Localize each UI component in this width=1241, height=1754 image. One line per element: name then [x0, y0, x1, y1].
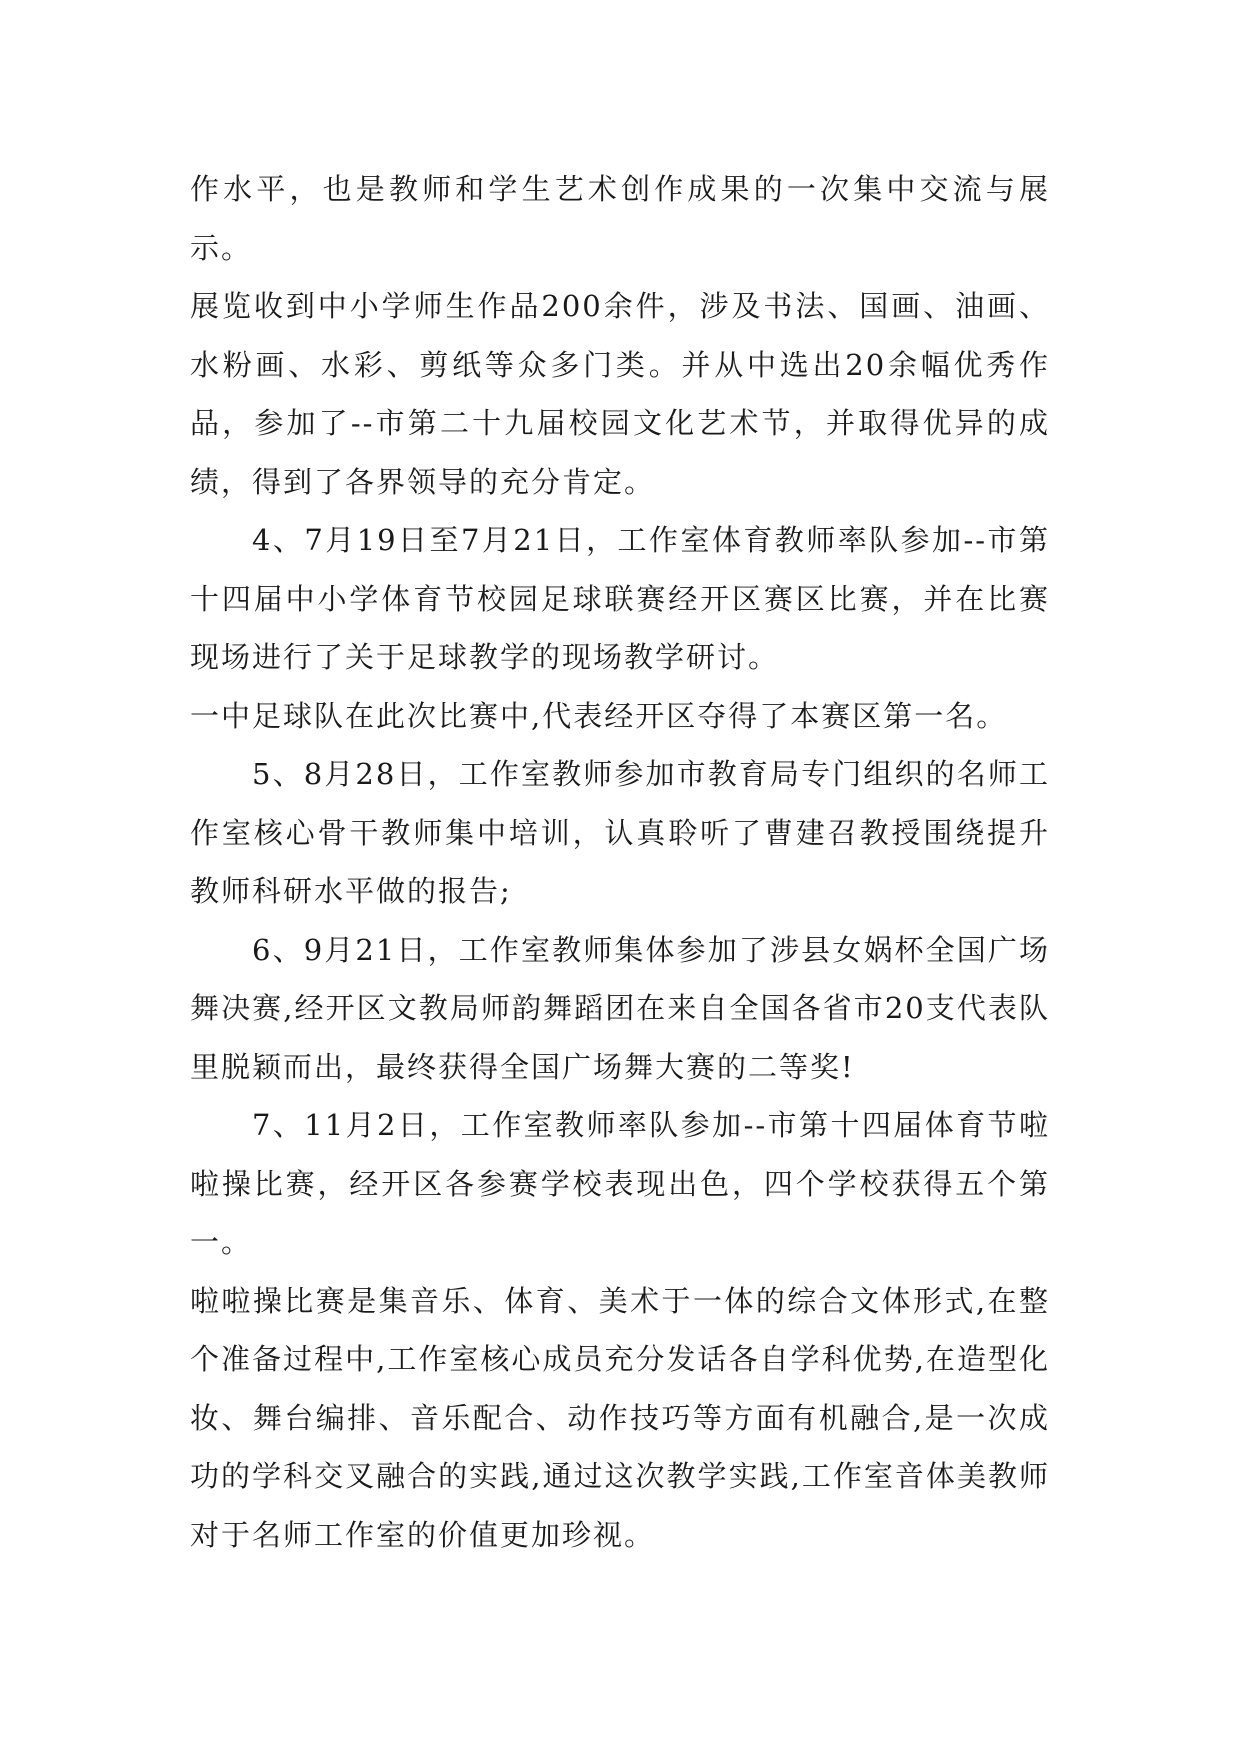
paragraph-6: 6、9月21日，工作室教师集体参加了涉县女娲杯全国广场舞决赛,经开区文教局师韵舞蹈团在来自全国各省市20支代表队里脱颖而出，最终获得全国广场舞大赛的二等奖! — [190, 932, 1050, 1084]
paragraph-2: 展览收到中小学师生作品200余件，涉及书法、国画、油画、水粉画、水彩、剪纸等众多门类。并从中选出20余幅优秀作品，参加了--市第二十九届校园文化艺术节，并取得优异的成绩，得到了各界领导的充分肯定。 — [190, 289, 1050, 499]
paragraph-4: 一中足球队在此次比赛中,代表经开区夺得了本赛区第一名。 — [190, 698, 1008, 733]
paragraph-1: 作水平，也是教师和学生艺术创作成果的一次集中交流与展示。 — [190, 172, 1050, 265]
paragraph-7: 7、11月2日，工作室教师率队参加--市第十四届体育节啦啦操比赛，经开区各参赛学校表现出色，四个学校获得五个第一。 — [190, 1108, 1050, 1259]
document-body — [190, 160, 1050, 1564]
paragraph-8: 啦啦操比赛是集音乐、体育、美术于一体的综合文体形式,在整个准备过程中,工作室核心成员充分发话各自学科优势,在造型化妆、舞台编排、音乐配合、动作技巧等方面有机融合,是一次成功的学科交叉融合的实践,通过这次教学实践,工作室音体美教师对于名师工作室的价值更加珍视。 — [190, 1283, 1050, 1552]
paragraph-3: 4、7月19日至7月21日，工作室体育教师率队参加--市第十四届中小学体育节校园足球联赛经开区赛区比赛，并在比赛现场进行了关于足球教学的现场教学研讨。 — [190, 523, 1050, 674]
paragraph-5: 5、8月28日，工作室教师参加市教育局专门组织的名师工作室核心骨干教师集中培训，认真聆听了曹建召教授围绕提升教师科研水平做的报告; — [190, 757, 1050, 908]
